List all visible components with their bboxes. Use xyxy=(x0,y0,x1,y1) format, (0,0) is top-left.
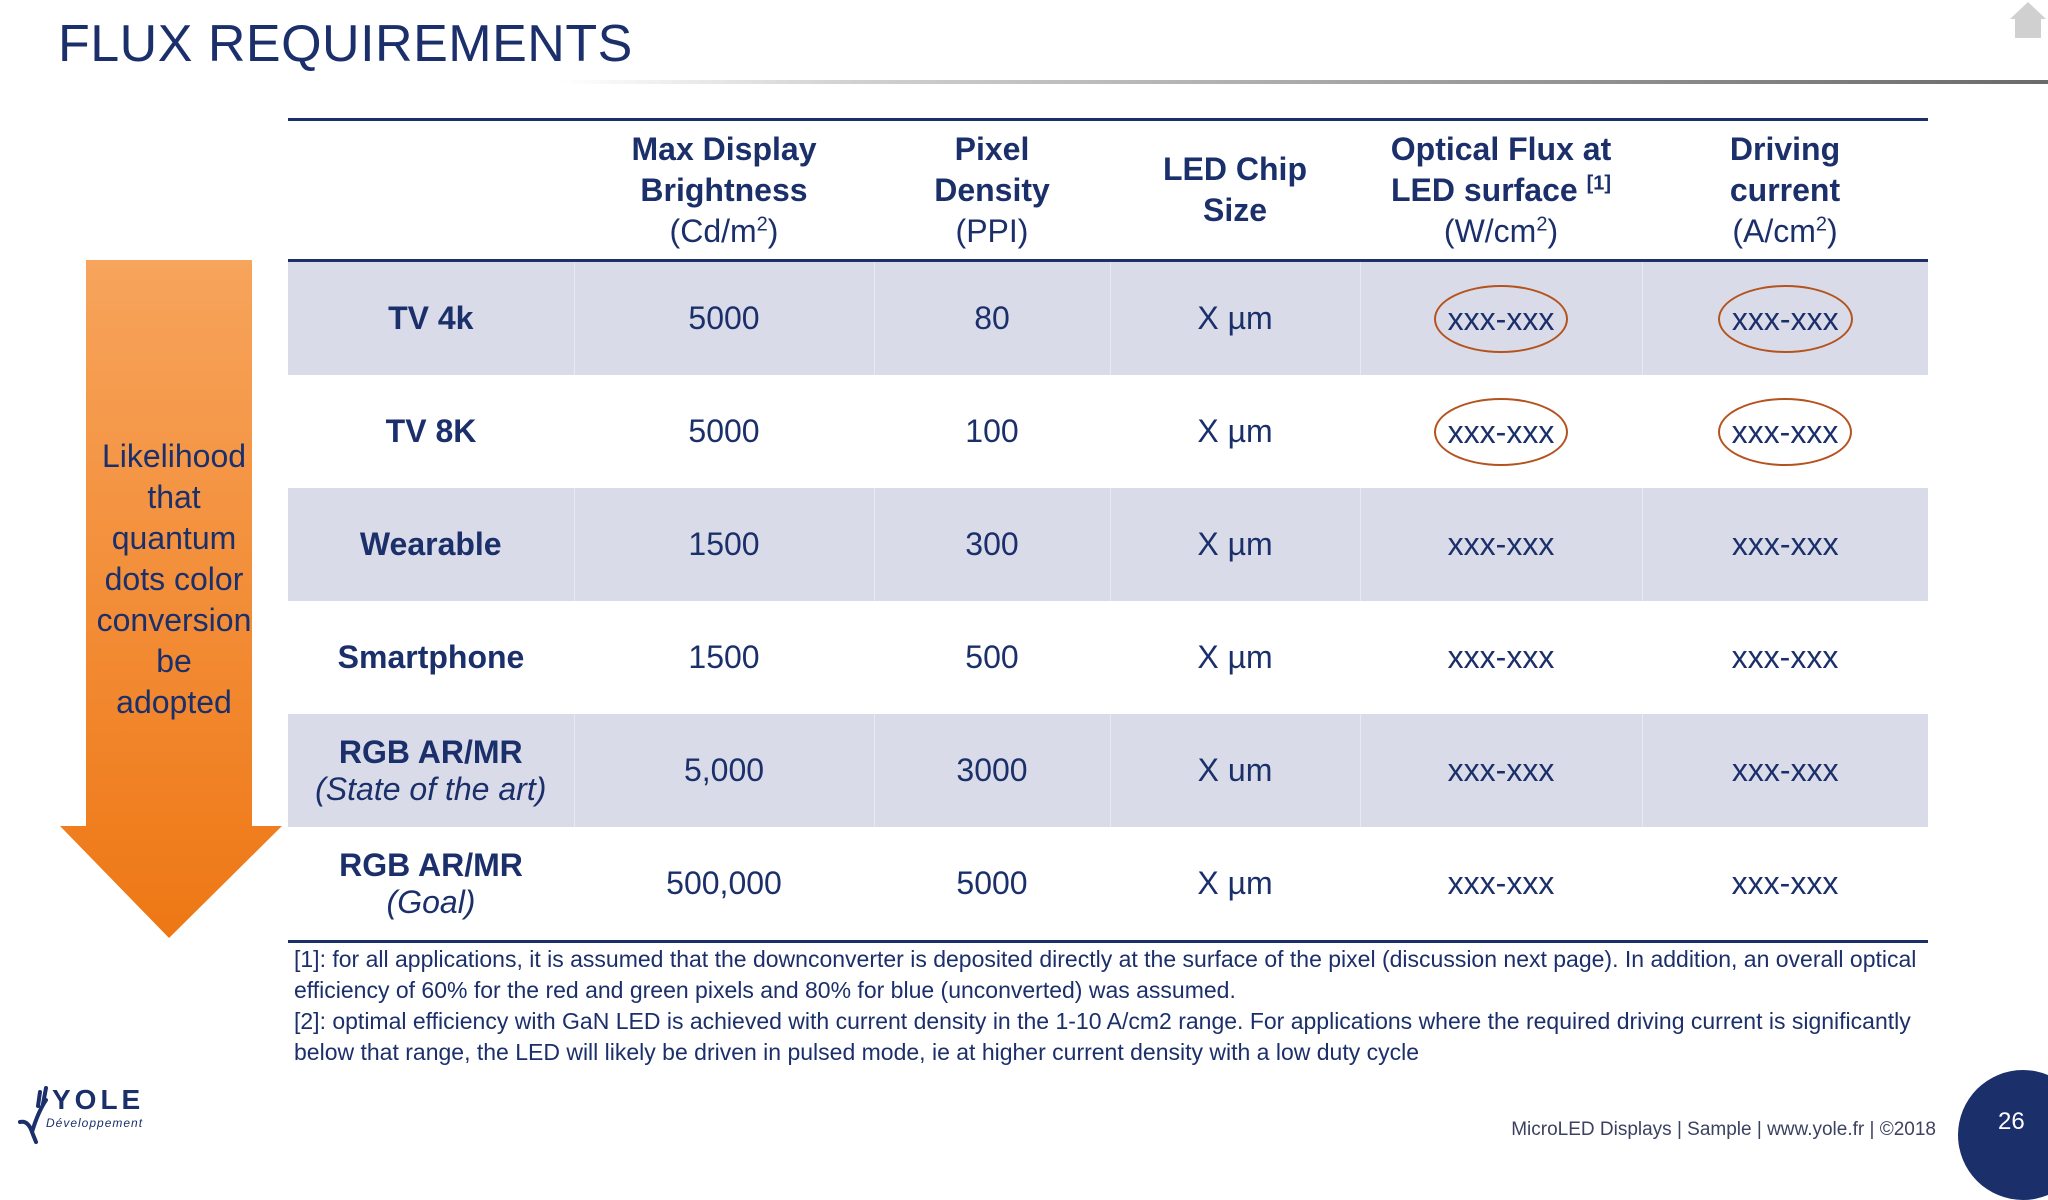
cell-density: 100 xyxy=(965,413,1019,449)
header-chip-size: LED Chip Size xyxy=(1110,120,1360,261)
table-row xyxy=(288,714,1928,827)
cell-density: 3000 xyxy=(874,714,1110,827)
row-label-main: RGB AR/MR xyxy=(339,846,523,883)
likelihood-label xyxy=(84,436,264,723)
logo-name: YOLE xyxy=(52,1084,145,1115)
cell-density: 80 xyxy=(874,261,1110,376)
cell-brightness: 1500 xyxy=(688,639,760,675)
header-empty xyxy=(288,120,574,261)
row-label: Smartphone xyxy=(337,639,525,675)
row-label xyxy=(288,827,574,942)
cell-driving-current: xxx-xxx xyxy=(1642,488,1928,601)
row-label-sub: (State of the art) xyxy=(315,770,547,807)
circled-value: xxx-xxx xyxy=(1434,285,1569,353)
row-label: Wearable xyxy=(288,488,574,601)
header-optical-flux: Optical Flux at LED surface [1] $(W/cm^2)$ xyxy=(1360,120,1642,261)
header-density: Pixel Density (PPI) xyxy=(874,120,1110,261)
cell-brightness: 5000 xyxy=(574,261,874,376)
likelihood-line: dots color xyxy=(104,561,244,597)
table-row xyxy=(288,488,1928,601)
row-label-sub: (Goal) xyxy=(386,883,476,920)
table-row xyxy=(288,261,1928,376)
cell-driving-current xyxy=(1642,375,1928,488)
table-row xyxy=(288,601,1928,714)
cell-brightness: 500,000 xyxy=(574,827,874,942)
page-title: FLUX REQUIREMENTS xyxy=(58,15,633,73)
logo-subtitle: Développement xyxy=(46,1116,144,1130)
footer-text: MicroLED Displays | Sample | www.yole.fr | ©2018 xyxy=(1511,1119,1936,1140)
header-driving-current: Driving current $(A/cm^2)$ xyxy=(1642,120,1928,261)
row-label: TV 8K xyxy=(385,413,477,449)
row-label xyxy=(288,714,574,827)
circled-value: xxx-xxx xyxy=(1718,398,1853,466)
footnote-1: [1]: for all applications, it is assumed that the downconverter is deposited directly at the surface of the pixel (discussion next page). In addition, an overall optical efficiency of 60% for the red and green pixels and 80% for blue (unconverted) was assumed. xyxy=(294,946,1917,1003)
cell-optical-flux xyxy=(1360,261,1642,376)
likelihood-line: that xyxy=(147,479,201,515)
cell-driving-current: xxx-xxx xyxy=(1642,827,1928,942)
cell-density: 5000 xyxy=(874,827,1110,942)
likelihood-line: Likelihood xyxy=(101,438,247,474)
table-header-row xyxy=(288,120,1928,261)
circled-value: xxx-xxx xyxy=(1434,398,1569,466)
cell-driving-current xyxy=(1642,261,1928,376)
home-icon[interactable] xyxy=(2008,0,2048,40)
cell-driving-current: xxx-xxx xyxy=(1642,714,1928,827)
cell-optical-flux xyxy=(1360,375,1642,488)
cell-brightness: 1500 xyxy=(574,488,874,601)
cell-chip-size: X µm xyxy=(1110,488,1360,601)
cell-optical-flux: xxx-xxx xyxy=(1360,488,1642,601)
likelihood-line: be xyxy=(156,643,192,679)
cell-optical-flux: xxx-xxx xyxy=(1360,827,1642,942)
footnotes xyxy=(294,944,1934,1068)
flux-table xyxy=(288,118,1928,943)
cell-chip-size: X µm xyxy=(1197,413,1273,449)
cell-optical-flux: xxx-xxx xyxy=(1360,714,1642,827)
cell-optical-flux: xxx-xxx xyxy=(1447,639,1555,675)
yole-logo[interactable] xyxy=(16,1076,156,1146)
yole-logo-mark-icon xyxy=(16,1076,56,1146)
cell-brightness: 5,000 xyxy=(574,714,874,827)
footnote-2: [2]: optimal efficiency with GaN LED is achieved with current density in the 1-10 A/cm2 range. For applications where the required driving current is significantly below that range, the LED will likely be driven in pulsed mode, ie at higher current density with a low duty cycle xyxy=(294,1008,1911,1065)
likelihood-line: adopted xyxy=(116,684,232,720)
cell-density: 300 xyxy=(874,488,1110,601)
row-label: TV 4k xyxy=(288,261,574,376)
likelihood-line: quantum xyxy=(111,520,237,556)
table-row xyxy=(288,827,1928,942)
cell-density: 500 xyxy=(965,639,1019,675)
cell-driving-current: xxx-xxx xyxy=(1731,639,1839,675)
table-row xyxy=(288,375,1928,488)
cell-chip-size: X µm xyxy=(1110,261,1360,376)
cell-brightness: 5000 xyxy=(688,413,760,449)
cell-chip-size: X um xyxy=(1110,714,1360,827)
cell-chip-size: X µm xyxy=(1197,639,1273,675)
header-brightness: Max Display Brightness $(Cd/m^2)$ xyxy=(574,120,874,261)
title-divider xyxy=(560,80,2048,84)
circled-value: xxx-xxx xyxy=(1718,285,1853,353)
row-label-main: RGB AR/MR xyxy=(338,733,523,770)
page-number: 26 xyxy=(1998,1108,2025,1135)
likelihood-line: conversion xyxy=(96,602,252,638)
cell-chip-size: X µm xyxy=(1110,827,1360,942)
